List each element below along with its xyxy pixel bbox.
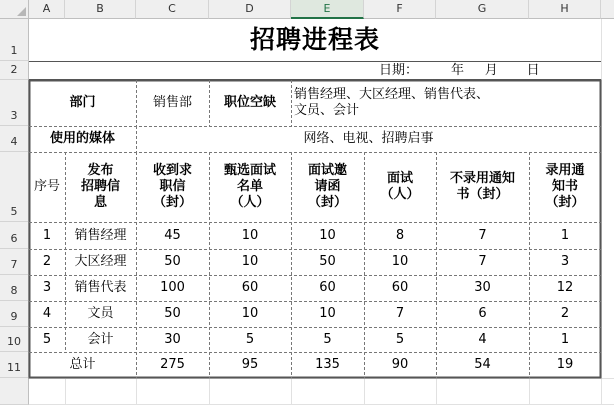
column-header-f[interactable]: F: [364, 0, 436, 19]
header-screen-line-3: （人）: [230, 195, 270, 210]
dept-label: 部门: [69, 95, 96, 110]
cell-screen[interactable]: 5: [245, 331, 255, 347]
cell-hire[interactable]: 1: [560, 331, 570, 347]
header-hire-line-2: 知书: [551, 179, 578, 194]
cell-recv[interactable]: 30: [164, 331, 181, 347]
header-reject: [436, 152, 529, 222]
cell-seq[interactable]: 5: [42, 331, 52, 347]
column-header-d[interactable]: D: [209, 0, 291, 19]
cell-interview[interactable]: 10: [391, 254, 409, 269]
cell-interview[interactable]: 8: [395, 227, 405, 243]
header-hire: [529, 152, 601, 222]
total-invite[interactable]: 135: [315, 357, 340, 372]
header-post-line-2: 招聘信: [80, 179, 120, 194]
total-label[interactable]: 总计: [69, 357, 96, 372]
total-screen[interactable]: 95: [241, 357, 259, 372]
cell-reject[interactable]: 7: [478, 227, 487, 243]
page-title: 招聘进程表: [249, 25, 380, 54]
cell-invite[interactable]: 10: [319, 306, 336, 321]
cell-post[interactable]: 销售经理: [74, 227, 127, 243]
cell-reject[interactable]: 4: [478, 331, 487, 347]
row-header-8[interactable]: 8: [0, 275, 29, 301]
column-header-h[interactable]: H: [529, 0, 601, 19]
vacancy-value: [291, 80, 601, 126]
cell-screen[interactable]: 10: [241, 254, 259, 269]
header-invite-line-2: 请函: [314, 179, 341, 194]
cell-seq[interactable]: 3: [42, 280, 52, 295]
header-reject-line-1: 不录用通知: [449, 171, 515, 186]
header-post: [65, 152, 136, 222]
cell-seq[interactable]: 2: [42, 254, 52, 269]
media-value: 网络、电视、招聘启事: [303, 131, 434, 146]
cell-invite[interactable]: 5: [323, 331, 332, 347]
date-line: 日期： 年 月 日: [379, 62, 540, 78]
vacancy-value-line-1: 销售经理、大区经理、销售代表、: [294, 87, 490, 102]
total-reject[interactable]: 54: [474, 357, 491, 372]
header-invite-line-1: 面试邀: [307, 163, 347, 178]
header-reject-line-2: 书（封）: [456, 187, 509, 202]
row-header-3[interactable]: 3: [0, 80, 29, 126]
header-screen: [209, 152, 291, 222]
column-header-blank: [601, 0, 614, 19]
header-recv-line-3: （封）: [152, 195, 192, 210]
cell-screen[interactable]: 10: [241, 227, 259, 243]
dept-value: 销售部: [152, 95, 192, 110]
row-header-5[interactable]: 5: [0, 152, 29, 222]
header-invite-line-3: （封）: [307, 195, 347, 210]
cell-interview[interactable]: 7: [395, 306, 405, 321]
header-hire-line-1: 录用通: [545, 163, 585, 178]
header-seq: 序号: [33, 179, 60, 194]
row-header-11[interactable]: 11: [0, 352, 29, 378]
cell-reject[interactable]: 30: [474, 280, 491, 295]
cell-post[interactable]: 销售代表: [74, 280, 127, 295]
column-header-e[interactable]: E: [291, 0, 364, 19]
total-hire[interactable]: 19: [556, 357, 574, 372]
cell-screen[interactable]: 60: [241, 280, 259, 295]
row-header-2[interactable]: 2: [0, 61, 29, 80]
row-header-1[interactable]: 1: [0, 19, 29, 61]
header-hire-line-3: （封）: [545, 195, 585, 210]
cell-hire[interactable]: 2: [560, 306, 570, 321]
cell-recv[interactable]: 50: [164, 306, 181, 321]
header-recv-line-2: 职信: [159, 179, 186, 194]
triangle-icon: [17, 7, 26, 16]
header-screen-line-1: 甄选面试: [223, 163, 276, 178]
cell-hire[interactable]: 12: [556, 280, 574, 295]
cell-screen[interactable]: 10: [241, 306, 259, 321]
cell-post[interactable]: 文员: [87, 306, 114, 321]
vacancy-value-line-2: 文员、会计: [294, 103, 360, 118]
row-header-6[interactable]: 6: [0, 222, 29, 249]
cell-recv[interactable]: 100: [160, 280, 185, 295]
row-header-4[interactable]: 4: [0, 126, 29, 152]
cell-recv[interactable]: 50: [164, 254, 181, 269]
cell-reject[interactable]: 6: [478, 306, 487, 321]
header-post-line-3: 息: [93, 195, 107, 210]
header-interview-line-2: （人）: [380, 187, 420, 202]
header-recv: [136, 152, 209, 222]
cell-reject[interactable]: 7: [478, 254, 487, 269]
header-interview-line-1: 面试: [386, 171, 413, 186]
total-recv[interactable]: 275: [160, 357, 185, 372]
row-header-blank: [0, 378, 29, 405]
row-header-7[interactable]: 7: [0, 249, 29, 275]
row-header-10[interactable]: 10: [0, 327, 29, 352]
cell-hire[interactable]: 3: [560, 254, 570, 269]
column-header-a[interactable]: A: [29, 0, 65, 19]
cell-seq[interactable]: 1: [42, 227, 52, 243]
cell-hire[interactable]: 1: [560, 227, 570, 243]
header-interview: [364, 152, 436, 222]
header-post-line-1: 发布: [87, 163, 114, 178]
header-screen-line-2: 名单: [236, 179, 263, 194]
header-invite: [291, 152, 364, 222]
select-all-corner[interactable]: [0, 0, 29, 19]
cell-interview[interactable]: 5: [395, 331, 405, 347]
cell-invite[interactable]: 60: [319, 280, 336, 295]
cell-post[interactable]: 大区经理: [74, 254, 127, 269]
column-header-b[interactable]: B: [65, 0, 136, 19]
cell-interview[interactable]: 60: [391, 280, 409, 295]
cell-seq[interactable]: 4: [42, 306, 52, 321]
cell-post[interactable]: 会计: [87, 331, 114, 347]
cell-recv[interactable]: 45: [164, 227, 181, 243]
total-interview[interactable]: 90: [391, 357, 409, 372]
column-header-g[interactable]: G: [436, 0, 529, 19]
row-header-9[interactable]: 9: [0, 301, 29, 327]
column-header-c[interactable]: C: [136, 0, 209, 19]
media-label: 使用的媒体: [49, 131, 115, 146]
cell-invite[interactable]: 10: [319, 227, 336, 243]
vacancy-label: 职位空缺: [223, 95, 276, 110]
cell-invite[interactable]: 50: [319, 254, 336, 269]
header-recv-line-1: 收到求: [152, 163, 192, 178]
